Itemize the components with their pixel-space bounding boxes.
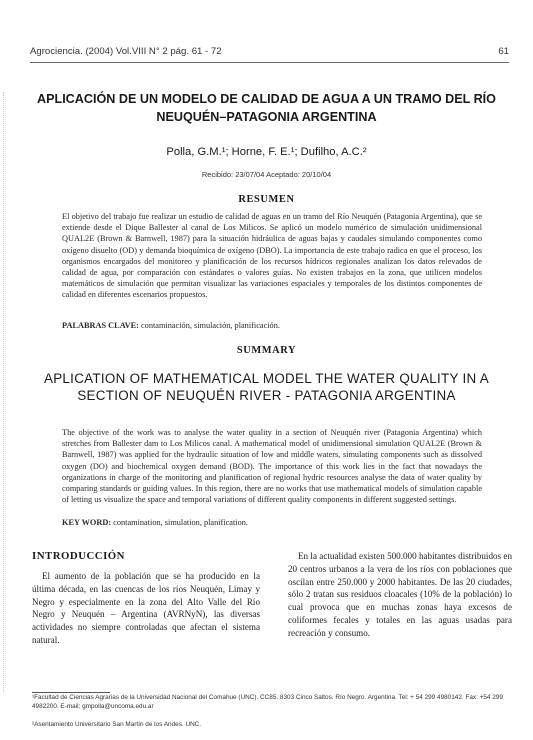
author-list: Polla, G.M.¹; Horne, F. E.¹; Dufilho, A.C.² (166, 146, 367, 158)
keywords-english (62, 518, 482, 527)
running-header (30, 46, 509, 60)
paper-title-spanish: APLICACIÓN DE UN MODELO DE CALIDAD DE AGUA A UN TRAMO DEL RÍO NEUQUÉN–PATAGONIA ARGENTINA (37, 92, 496, 124)
journal-citation: Agrociencia. (2004) Vol.VIII N° 2 pág. 61 - 72 (30, 46, 222, 57)
page-number: 61 (498, 46, 509, 57)
received-accepted-dates: Recibido: 23/07/04 Aceptado: 20/10/04 (201, 170, 332, 179)
paper-title-english: APLICATION OF MATHEMATICAL MODEL THE WATER QUALITY IN A SECTION OF NEUQUÉN RIVER - PATAGONIA ARGENTINA (43, 371, 490, 403)
abstract-spanish: El objetivo del trabajo fue realizar un estudio de calidad de aguas en un tramo del Río Neuquén (Patagonia Argentina), que se extiende desde el Dique Ballester al canal de Los Milicos. Se aplicó un modelo numérico de simulación unidimensional QUAL2E (Brown & Barnwell, 1987) para la situación hidráulica de aguas bajas y caudales simulando componentes como oxígeno disuelto (OD) y demanda bioquímica de oxígeno (DBO). La importancia de este trabajo radica en que el proceso, los organismos encargados del monitoreo y planificación de los recursos hídricos regionales analizan los datos relevados de calidad de agua, por comparación con estándares o valores guías. No existen trabajos en la zona, que utilicen modelos matemáticos de simulación que permitan visualizar las variaciones espaciales y temporales de los distintos componentes de calidad en diferentes escenarios propuestos. (62, 212, 482, 300)
keywords-label: KEY WORD: (62, 518, 112, 527)
footnote-affiliation-2: ²Asentamiento Universitario San Martín de los Andes. UNC. (32, 721, 202, 728)
scan-margin-artifact (3, 92, 8, 692)
introduction-heading: INTRODUCCIÓN (32, 550, 125, 562)
keywords-label: PALABRAS CLAVE: (62, 321, 139, 330)
keywords-values: contamination, simulation, planification. (113, 518, 248, 527)
resumen-heading: RESUMEN (238, 194, 295, 205)
header-rule (30, 62, 509, 63)
introduction-right-column: En la actualidad existen 500.000 habitantes distribuidos en 20 centros urbanos a la vera de los ríos con poblaciones que oscilan entre 250.000 y 2000 habitantes. De las 20 ciudades, sólo 2 tratan sus residuos cloacales (10% de la población) lo cual provoca que en muchas zonas haya excesos de coliformes fecales y totales en las aguas usadas para recreación y consumo. (288, 551, 512, 638)
summary-heading: SUMMARY (236, 345, 297, 356)
introduction-left-column: El aumento de la población que se ha producido en la última década, en las cuencas de los ríos Neuquén, Limay y Negro y especialmente en la zona del Alto Valle del Río Negro y Neuquén – Argentina (AVRNyN), las diversas actividades no siempre controladas que afectan el sistema natural. (32, 571, 260, 645)
footnote-affiliation-1: ¹Facultad de Ciencias Agrarias de la Universidad Nacional del Comahue (UNC). CC85. 8303 Cinco Saltos. Río Negro. Argentina. Tel: + 54 299 4980142. Fax: +54 299 4982200. E-mail: gmpolla@uncoma.edu.ar (32, 694, 503, 710)
keywords-values: contaminación, simulación, planificación. (141, 321, 280, 330)
footnote-rule (32, 692, 110, 693)
abstract-english: The objective of the work was to analyse the water quality in a section of Neuquén river (Patagonia Argentina) which stretches from Ballester dam to Los Milicos canal. A mathematical model of unidimensional simulation QUAL2E (Brown & Barnwell, 1987) was applied for the hydraulic situation of low and middle waters, simulating components such as dissolved oxygen (DO) and biochemical oxygen demand (BOD). The importance of this work lies in the fact that nowadays the organizations in charge of the monitoring and planification of regional hydric resources analyse the data of water quality by comparing standards or guiding values. In this region, there are no works that use mathematical models of simulation capable of letting us visualize the space and temporal variations of different quality components in different suggested settings. (62, 428, 482, 505)
keywords-spanish (62, 321, 482, 330)
